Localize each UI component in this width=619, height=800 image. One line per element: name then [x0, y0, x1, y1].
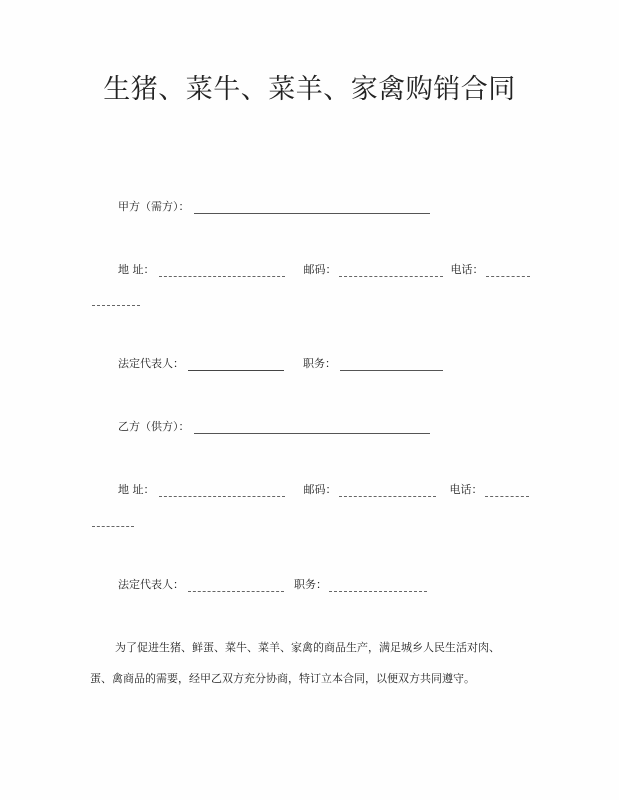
party-b-postcode-label: 邮码： — [303, 483, 337, 496]
party-a-label: 甲方（需方）： — [118, 200, 190, 213]
party-b-legal-rep-label: 法定代表人： — [118, 578, 184, 591]
party-b-phone-field[interactable] — [485, 485, 529, 497]
preamble-line-1: 为了促进生猪、鲜蛋、菜牛、菜羊、家禽的商品生产，满足城乡人民生活对肉、 — [115, 641, 500, 654]
party-b-phone-continued — [92, 515, 134, 527]
party-a-phone-field[interactable] — [486, 265, 530, 277]
party-b-address-row — [118, 483, 529, 497]
party-b-position-field[interactable] — [329, 580, 427, 592]
party-b-position-label: 职务： — [294, 578, 327, 591]
document-title: 生猪、菜牛、菜羊、家禽购销合同 — [103, 74, 516, 105]
party-a-address-label: 地 址： — [118, 263, 155, 276]
party-a-row — [118, 200, 430, 214]
party-a-address-row — [118, 263, 530, 277]
party-b-phone-label: 电话： — [449, 483, 483, 496]
party-a-phone-label: 电话： — [450, 263, 484, 276]
party-a-postcode-label: 邮码： — [303, 263, 337, 276]
party-b-name-field[interactable] — [194, 422, 430, 434]
party-a-postcode-field[interactable] — [339, 265, 443, 277]
party-b-row — [118, 420, 430, 434]
party-a-position-label: 职务： — [303, 357, 336, 370]
party-b-postcode-field[interactable] — [339, 485, 436, 497]
party-b-address-field[interactable] — [159, 485, 285, 497]
preamble-line-2: 蛋、禽商品的需要，经甲乙双方充分协商，特订立本合同，以便双方共同遵守。 — [90, 672, 475, 685]
party-a-position-field[interactable] — [340, 359, 443, 371]
party-a-legal-rep-row — [118, 357, 443, 371]
party-b-legal-rep-row — [118, 578, 427, 592]
party-b-phone-field-continued[interactable] — [92, 515, 134, 527]
party-b-address-label: 地 址： — [118, 483, 155, 496]
party-a-address-field[interactable] — [159, 265, 285, 277]
party-a-name-field[interactable] — [194, 202, 430, 214]
party-a-legal-rep-label: 法定代表人： — [118, 357, 184, 370]
party-a-phone-continued — [92, 294, 140, 306]
party-b-legal-rep-field[interactable] — [188, 580, 284, 592]
party-a-phone-field-continued[interactable] — [92, 294, 140, 306]
party-a-legal-rep-field[interactable] — [188, 359, 284, 371]
party-b-label: 乙方（供方）： — [118, 420, 190, 433]
